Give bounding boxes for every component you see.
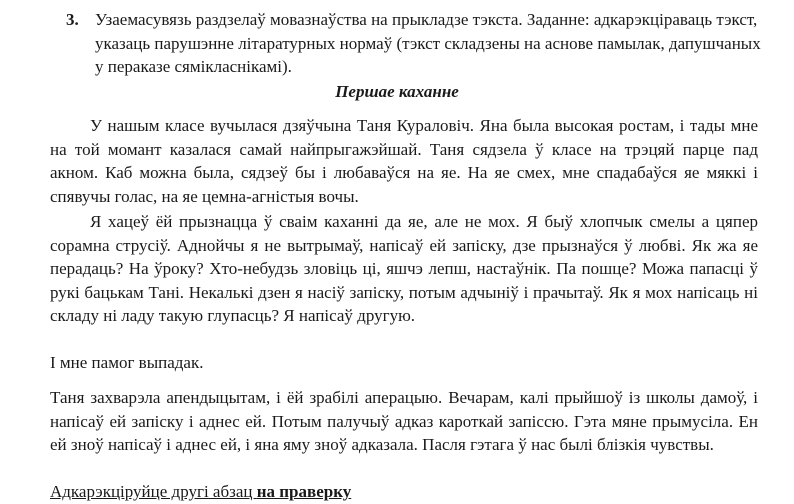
story-paragraph-4: Таня захварэла апендыцытам, і ёй зрабілі аперацыю. Вечарам, калі прыйшоў із школы дамоў, і напісаў ей запіску і аднес ей. Потым палучыў адказ кароткай запіссю. Гэта мяне прымусіла. Ен ей зноў напісаў і аднес ей, і яна яму зноў адказала. Пасля гэтага ў нас былі блізкія чувствы. <box>50 388 758 454</box>
story-paragraph-3: І мне памог выпадак. <box>50 353 204 372</box>
footer-instruction <box>50 480 351 504</box>
story-paragraph-2: Я хацеў ёй прызнацца ў сваім каханні да яе, але не мох. Я быў хлопчык смелы а цяпер сорамна струсіў. Аднойчы я не вытрымаў, напісаў ей запіску, дзе прызнаўся ў любві. Як жа яе перадаць? На ўроку? Хто-небудзь зловіць ці, яшчэ лепш, настаўнік. Па пошце? Можа папасці ў рукі бацькам Тані. Некалькі дзен я насіў запіску, потым адчыніў і прачытаў. Як я мох напісаць ні складу ні ладу такую глупасць? Я напісаў другую. <box>50 212 758 325</box>
story-paragraph-1: У нашым класе вучылася дзяўчына Таня Кураловіч. Яна была высокая ростам, і тады мне на той момант казалася самай найпрыгажэйшай. Таня сядзела ў класе на трэцяй парце пад акном. Каб можна была, сядзеў бы і любаваўся на яе. На яе смех, мне спадабаўся яе мяккі і спявучы голас, на яе цемна-агністыя вочы. <box>50 116 758 206</box>
story-title: Першае каханне <box>335 82 459 101</box>
footer-bold-text: на праверку <box>256 482 352 501</box>
footer-text: Адкарэкціруйце другі абзац <box>50 482 257 501</box>
task-block <box>66 8 766 79</box>
task-number: 3. <box>66 10 79 29</box>
task-instruction: Узаемасувязь раздзелаў мовазнаўства на прыкладзе тэкста. Заданне: адкарэкціраваць тэкст, указаць парушэнне літаратурных нормаў (тэкст складзены на аснове памылак, дапушчаных у пераказе сямікласнікамі). <box>95 10 761 76</box>
